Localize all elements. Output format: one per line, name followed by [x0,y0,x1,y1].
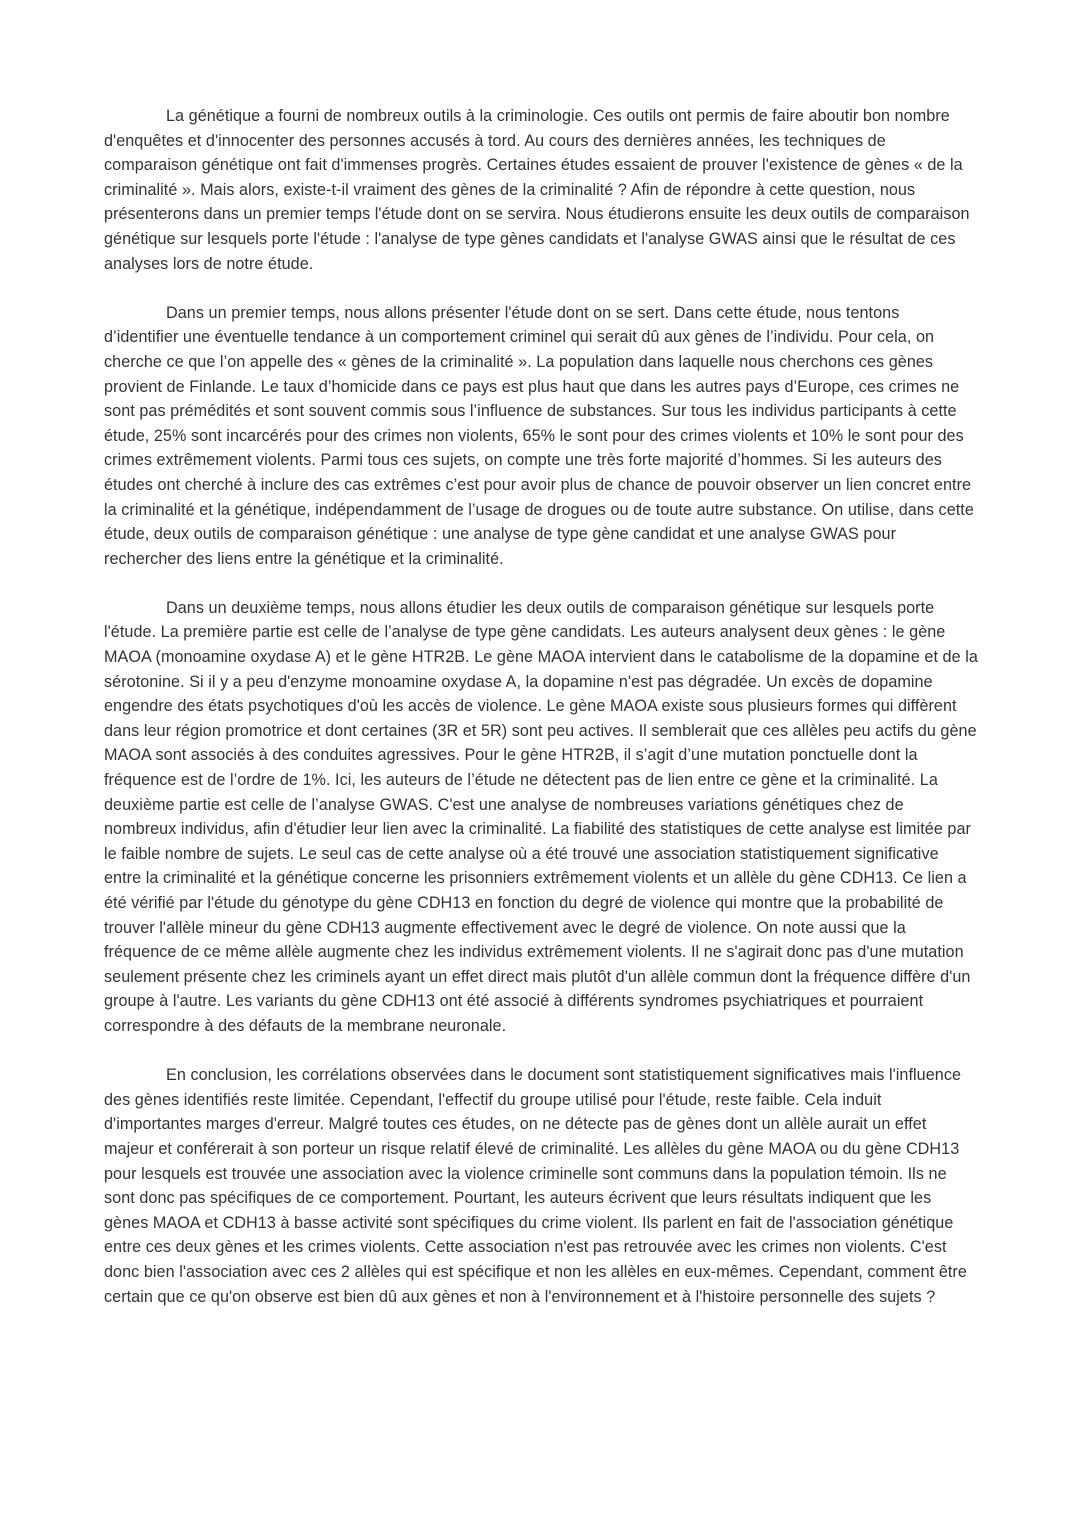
document-body [104,104,978,1309]
paragraph-study-presentation: Dans un premier temps, nous allons présenter l'étude dont on se sert. Dans cette étude, nous tentons d’identifier une éventuelle tendance à un comportement criminel qui serait dû aux gènes de l’individu. Pour cela, on cherche ce que l’on appelle des « gènes de la criminalité ». La population dans laquelle nous cherchons ces gènes provient de Finlande. Le taux d’homicide dans ce pays est plus haut que dans les autres pays d’Europe, ces crimes ne sont pas prémédités et sont souvent commis sous l’influence de substances. Sur tous les individus participants à cette étude, 25% sont incarcérés pour des crimes non violents, 65% le sont pour des crimes violents et 10% le sont pour des crimes extrêmement violents. Parmi tous ces sujets, on compte une très forte majorité d’hommes. Si les auteurs des études ont cherché à inclure des cas extrêmes c’est pour avoir plus de chance de pouvoir observer un lien concret entre la criminalité et la génétique, indépendamment de l’usage de drogues ou de toute autre substance. On utilise, dans cette étude, deux outils de comparaison génétique : une analyse de type gène candidat et une analyse GWAS pour rechercher des liens entre la génétique et la criminalité. [104,303,974,568]
paragraph-genetic-tools: Dans un deuxième temps, nous allons étudier les deux outils de comparaison génétique sur lesquels porte l'étude. La première partie est celle de l’analyse de type gène candidats. Les auteurs analysent deux gènes : le gène MAOA (monoamine oxydase A) et le gène HTR2B. Le gène MAOA intervient dans le catabolisme de la dopamine et de la sérotonine. Si il y a peu d'enzyme monoamine oxydase A, la dopamine n'est pas dégradée. Un excès de dopamine engendre des états psychotiques d'où les accès de violence. Le gène MAOA existe sous plusieurs formes qui diffèrent dans leur région promotrice et dont certaines (3R et 5R) sont peu actives. Il semblerait que ces allèles peu actifs du gène MAOA sont associés à des conduites agressives. Pour le gène HTR2B, il s’agit d’une mutation ponctuelle dont la fréquence est de l’ordre de 1%. Ici, les auteurs de l’étude ne détectent pas de lien entre ce gène et la criminalité. La deuxième partie est celle de l’analyse GWAS. C'est une analyse de nombreuses variations génétiques chez de nombreux individus, afin d'étudier leur lien avec la criminalité. La fiabilité des statistiques de cette analyse est limitée par le faible nombre de sujets. Le seul cas de cette analyse où a été trouvé une association statistiquement significative entre la criminalité et la génétique concerne les prisonniers extrêmement violents et un allèle du gène CDH13. Ce lien a été vérifié par l'étude du génotype du gène CDH13 en fonction du degré de violence qui montre que la probabilité de trouver l'allèle mineur du gène CDH13 augmente effectivement avec le degré de violence. On note aussi que la fréquence de ce même allèle augmente chez les individus extrêmement violents. Il ne s'agirait donc pas d'une mutation seulement présente chez les criminels ayant un effet direct mais plutôt d'un allèle commun dont la fréquence diffère d'un groupe à l'autre. Les variants du gène CDH13 ont été associé à différents syndromes psychiatriques et pourraient correspondre à des défauts de la membrane neuronale. [104,598,978,1035]
paragraph-conclusion: En conclusion, les corrélations observées dans le document sont statistiquement significatives mais l'influence des gènes identifiés reste limitée. Cependant, l'effectif du groupe utilisé pour l'étude, reste faible. Cela induit d'importantes marges d'erreur. Malgré toutes ces études, on ne détecte pas de gènes dont un allèle aurait un effet majeur et conférerait à son porteur un risque relatif élevé de criminalité. Les allèles du gène MAOA ou du gène CDH13 pour lesquels est trouvée une association avec la violence criminelle sont communs dans la population témoin. Ils ne sont donc pas spécifiques de ce comportement. Pourtant, les auteurs écrivent que leurs résultats indiquent que les gènes MAOA et CDH13 à basse activité sont spécifiques du crime violent. Ils parlent en fait de l'association génétique entre ces deux gènes et les crimes violents. Cette association n'est pas retrouvée avec les crimes non violents. C'est donc bien l'association avec ces 2 allèles qui est spécifique et non les allèles en eux-mêmes. Cependant, comment être certain que ce qu'on observe est bien dû aux gènes et non à l'environnement et à l'histoire personnelle des sujets ? [104,1066,967,1306]
paragraph-introduction: La génétique a fourni de nombreux outils à la criminologie. Ces outils ont permis de faire aboutir bon nombre d'enquêtes et d'innocenter des personnes accusés à tord. Au cours des dernières années, les techniques de comparaison génétique ont fait d'immenses progrès. Certaines études essaient de prouver l'existence de gènes « de la criminalité ». Mais alors, existe-t-il vraiment des gènes de la criminalité ? Afin de répondre à cette question, nous présenterons dans un premier temps l'étude dont on se servira. Nous étudierons ensuite les deux outils de comparaison génétique sur lesquels porte l'étude : l'analyse de type gènes candidats et l'analyse GWAS ainsi que le résultat de ces analyses lors de notre étude. [104,107,970,273]
